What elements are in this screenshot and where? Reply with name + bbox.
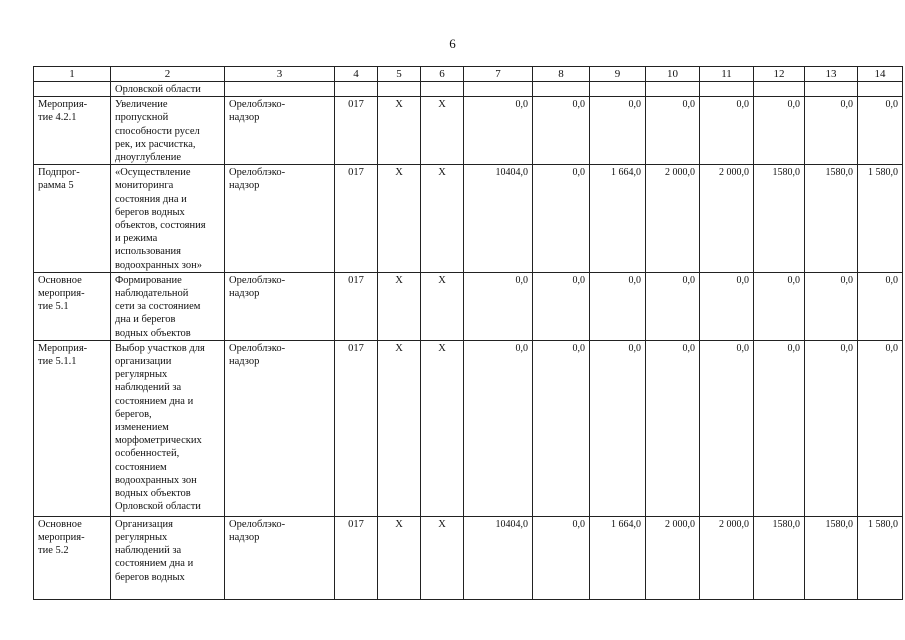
row-value-cell: 2 000,0 [646, 516, 700, 599]
row-value-cell: 0,0 [533, 165, 590, 273]
row-value-cell [754, 82, 805, 97]
row-value-cell: 0,0 [464, 97, 533, 165]
row-col5-cell: Х [378, 516, 421, 599]
row-value-cell [700, 82, 754, 97]
row-value-cell: 1580,0 [754, 516, 805, 599]
row-executor-cell [225, 82, 335, 97]
row-code-cell: 017 [335, 165, 378, 273]
row-col6-cell: Х [421, 97, 464, 165]
column-header: 2 [111, 67, 225, 82]
row-name-cell: Увеличение пропускной способности русел рек, их расчистка, дноуглубление [111, 97, 225, 165]
row-value-cell [533, 82, 590, 97]
row-code-cell: 017 [335, 97, 378, 165]
row-value-cell: 0,0 [858, 272, 903, 340]
row-value-cell: 1 580,0 [858, 516, 903, 599]
row-value-cell: 0,0 [700, 97, 754, 165]
row-code-cell: 017 [335, 340, 378, 516]
row-col6-cell: Х [421, 516, 464, 599]
row-value-cell: 0,0 [754, 97, 805, 165]
row-code-cell: 017 [335, 516, 378, 599]
column-header: 9 [590, 67, 646, 82]
row-value-cell: 0,0 [858, 340, 903, 516]
row-col5-cell: Х [378, 97, 421, 165]
table-row [34, 82, 903, 97]
row-value-cell: 2 000,0 [646, 165, 700, 273]
table-row [34, 516, 903, 599]
column-header: 10 [646, 67, 700, 82]
table-row [34, 97, 903, 165]
row-value-cell: 0,0 [590, 340, 646, 516]
row-name-cell: Выбор участков для организации регулярных наблюдений за состоянием дна и берегов, изменением морфометрических особенностей, состоянием водоохранных зон водных объектов Орловской области [111, 340, 225, 516]
row-value-cell: 1580,0 [805, 516, 858, 599]
row-col5-cell: Х [378, 165, 421, 273]
row-value-cell: 0,0 [805, 340, 858, 516]
row-value-cell: 2 000,0 [700, 165, 754, 273]
row-col5-cell [378, 82, 421, 97]
row-value-cell: 10404,0 [464, 165, 533, 273]
row-value-cell [464, 82, 533, 97]
row-type-cell: Мероприя- тие 5.1.1 [34, 340, 111, 516]
column-header: 5 [378, 67, 421, 82]
column-header: 8 [533, 67, 590, 82]
row-value-cell: 0,0 [464, 272, 533, 340]
row-value-cell: 2 000,0 [700, 516, 754, 599]
row-executor-cell: Орелоблэко- надзор [225, 516, 335, 599]
table-row [34, 272, 903, 340]
row-value-cell: 0,0 [646, 272, 700, 340]
row-type-cell: Основное мероприя- тие 5.1 [34, 272, 111, 340]
row-value-cell: 0,0 [590, 272, 646, 340]
row-col5-cell: Х [378, 340, 421, 516]
row-value-cell [858, 82, 903, 97]
row-name-cell: Организация регулярных наблюдений за состоянием дна и берегов водных [111, 516, 225, 599]
row-type-cell: Мероприя- тие 4.2.1 [34, 97, 111, 165]
column-number-row [34, 67, 903, 82]
column-header: 4 [335, 67, 378, 82]
column-header: 14 [858, 67, 903, 82]
row-col6-cell [421, 82, 464, 97]
row-value-cell: 0,0 [646, 340, 700, 516]
row-value-cell: 1580,0 [805, 165, 858, 273]
column-header: 3 [225, 67, 335, 82]
row-name-cell: Орловской области [111, 82, 225, 97]
row-value-cell [590, 82, 646, 97]
row-value-cell: 0,0 [700, 340, 754, 516]
row-value-cell [805, 82, 858, 97]
row-col6-cell: Х [421, 340, 464, 516]
row-value-cell: 1580,0 [754, 165, 805, 273]
row-type-cell: Основное мероприя- тие 5.2 [34, 516, 111, 599]
table-row [34, 340, 903, 516]
row-col6-cell: Х [421, 165, 464, 273]
row-code-cell [335, 82, 378, 97]
row-col5-cell: Х [378, 272, 421, 340]
column-header: 1 [34, 67, 111, 82]
row-value-cell: 0,0 [754, 340, 805, 516]
row-value-cell: 1 580,0 [858, 165, 903, 273]
column-header: 12 [754, 67, 805, 82]
row-name-cell: Формирование наблюдательной сети за состоянием дна и берегов водных объектов [111, 272, 225, 340]
row-value-cell: 0,0 [464, 340, 533, 516]
table-row [34, 165, 903, 273]
row-value-cell: 0,0 [590, 97, 646, 165]
row-type-cell [34, 82, 111, 97]
row-value-cell: 0,0 [805, 97, 858, 165]
page-number: 6 [449, 36, 456, 51]
row-value-cell: 0,0 [533, 516, 590, 599]
row-value-cell: 0,0 [754, 272, 805, 340]
column-header: 13 [805, 67, 858, 82]
budget-table [33, 66, 903, 600]
row-code-cell: 017 [335, 272, 378, 340]
table-body [34, 82, 903, 600]
row-value-cell: 10404,0 [464, 516, 533, 599]
row-type-cell: Подпрог- рамма 5 [34, 165, 111, 273]
column-header: 7 [464, 67, 533, 82]
row-value-cell: 0,0 [533, 97, 590, 165]
row-value-cell: 1 664,0 [590, 516, 646, 599]
row-value-cell: 1 664,0 [590, 165, 646, 273]
row-value-cell [646, 82, 700, 97]
row-value-cell: 0,0 [700, 272, 754, 340]
row-executor-cell: Орелоблэко- надзор [225, 165, 335, 273]
row-value-cell: 0,0 [805, 272, 858, 340]
row-value-cell: 0,0 [646, 97, 700, 165]
row-value-cell: 0,0 [533, 340, 590, 516]
row-executor-cell: Орелоблэко- надзор [225, 340, 335, 516]
column-header: 11 [700, 67, 754, 82]
row-executor-cell: Орелоблэко- надзор [225, 272, 335, 340]
row-name-cell: «Осуществление мониторинга состояния дна и берегов водных объектов, состояния и режима использования водоохранных зон» [111, 165, 225, 273]
row-value-cell: 0,0 [533, 272, 590, 340]
row-col6-cell: Х [421, 272, 464, 340]
column-header: 6 [421, 67, 464, 82]
row-executor-cell: Орелоблэко- надзор [225, 97, 335, 165]
row-value-cell: 0,0 [858, 97, 903, 165]
